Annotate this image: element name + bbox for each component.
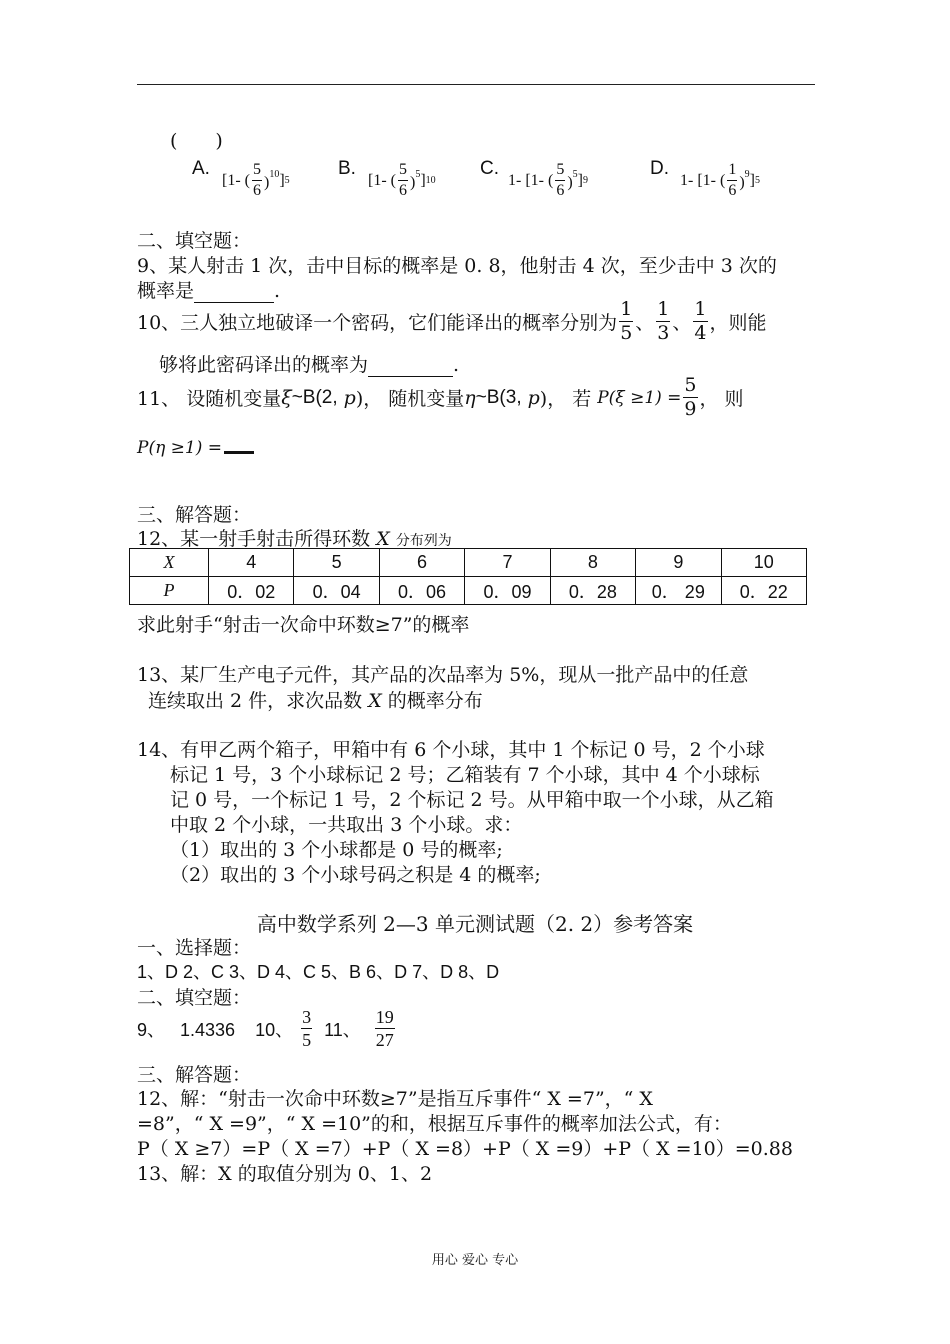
- table-cell: 0．02: [209, 577, 294, 605]
- table-cell: 6: [379, 549, 464, 577]
- answer13-line1: 13、解：X 的取值分别为 0、1、2: [137, 1163, 433, 1185]
- q12-distribution-table: [129, 548, 807, 605]
- q10-answer-blank: [368, 354, 453, 377]
- table-cell: 10: [721, 549, 806, 577]
- q10-line2: 够将此密码译出的概率为 .: [159, 354, 460, 376]
- table-cell: 0．06: [379, 577, 464, 605]
- section3-heading: 三、解答题：: [137, 504, 252, 526]
- answers-choice-list: 1、D 2、C 3、D 4、C 5、B 6、D 7、D 8、D: [137, 962, 500, 982]
- table-cell: 9: [636, 549, 721, 577]
- q13-line2: 连续取出 2 件，求次品数 X 的概率分布: [148, 690, 483, 712]
- option-c-expression: 1- [1- ( $\frac{5}{6}$ )$^5$ ] 9: [508, 161, 588, 199]
- table-cell: 4: [209, 549, 294, 577]
- q8-answer-bracket: ( ): [170, 130, 223, 152]
- table-cell: 0． 29: [636, 577, 721, 605]
- answers-title: 高中数学系列 2—3 单元测试题（2. 2）参考答案: [256, 912, 694, 936]
- q11-answer-blank: [224, 443, 254, 454]
- q14-line2: 标记 1 号，3 个小球标记 2 号；乙箱装有 7 个小球，其中 4 个小球标: [170, 764, 760, 786]
- answers-section3-heading: 三、解答题：: [137, 1064, 252, 1086]
- answer12-line3: P（ X ≥7）=P（ X =7）+P（ X =8）+P（ X =9）+P（ X =10）=0.88: [137, 1138, 793, 1160]
- answer12-line1: 12、解：“射击一次命中环数≥7”是指互斥事件“ X =7”，“ X: [137, 1088, 653, 1110]
- table-cell: 8: [550, 549, 635, 577]
- q12-text: 12、某一射手射击所得环数 X 分布列为: [137, 528, 452, 550]
- option-d-expression: 1- [1- ( $\frac{1}{6}$ )$^9$ ] 5: [680, 161, 760, 199]
- q14-part1: （1）取出的 3 个小球都是 0 号的概率;: [170, 839, 503, 861]
- header-rule: [137, 84, 815, 85]
- q9-line1: 9、某人射击 1 次，击中目标的概率是 0. 8，他射击 4 次，至少击中 3 次的: [137, 255, 777, 277]
- table-cell: P: [130, 577, 209, 605]
- table-cell: 0．09: [465, 577, 550, 605]
- q14-part2: （2）取出的 3 个小球号码之积是 4 的概率;: [170, 864, 541, 886]
- option-c-letter: C.: [480, 158, 499, 179]
- table-row: [130, 577, 807, 605]
- q10-line1: 10、三人独立地破译一个密码，它们能译出的概率分别为 $\frac{1}{5}$ 、 $\frac{1}{3}$ 、 $\frac{1}{4}$ ，则能: [137, 298, 767, 344]
- answers-section2-heading: 二、填空题：: [137, 987, 252, 1009]
- table-cell: 0．04: [294, 577, 379, 605]
- q14-line3: 记 0 号，一个标记 1 号，2 个标记 2 号。从甲箱中取一个小球，从乙箱: [170, 789, 774, 811]
- q11-line2: P(η ≥1) =: [137, 438, 254, 458]
- q11-line1: 11、 设随机变量 ξ ~B(2, p )， 随机变量 η ~B(3, p )， 若 P(ξ ≥1) = $\frac{5}{9}$ ， 则: [137, 374, 744, 420]
- answers-section1-heading: 一、选择题：: [137, 937, 252, 959]
- q13-line1: 13、某厂生产电子元件，其产品的次品率为 5%，现从一批产品中的任意: [137, 664, 749, 686]
- answer12-line2: =8”，“ X =9”，“ X =10”的和，根据互斥事件的概率加法公式，有：: [137, 1113, 732, 1135]
- option-a-letter: A.: [192, 158, 210, 179]
- q14-line4: 中取 2 个小球，一共取出 3 个小球。求：: [170, 814, 523, 836]
- page-footer: 用心 爱心 专心: [431, 1253, 519, 1268]
- option-b-expression: [1- ( $\frac{5}{6}$ )$^5$ ] 10: [368, 161, 436, 199]
- table-cell: X: [130, 549, 209, 577]
- q12-question: 求此射手“射击一次命中环数≥7”的概率: [137, 614, 470, 636]
- table-cell: 0．22: [721, 577, 806, 605]
- table-cell: 7: [465, 549, 550, 577]
- section2-heading: 二、填空题：: [137, 230, 252, 252]
- table-row: [130, 549, 807, 577]
- table-cell: 0．28: [550, 577, 635, 605]
- option-d-letter: D.: [650, 158, 669, 179]
- option-b-letter: B.: [338, 158, 356, 179]
- option-a-expression: [1- ( $\frac{5}{6}$ )$^{10}$ ] 5: [222, 161, 290, 199]
- q14-line1: 14、有甲乙两个箱子，甲箱中有 6 个小球，其中 1 个标记 0 号，2 个小球: [137, 739, 765, 761]
- q9-line2: 概率是 .: [137, 280, 281, 302]
- table-cell: 5: [294, 549, 379, 577]
- answers-fill-line: 9、 1.4336 10、 $\frac{3}{5}$ 11、 $\frac{19}{27}$: [137, 1007, 394, 1050]
